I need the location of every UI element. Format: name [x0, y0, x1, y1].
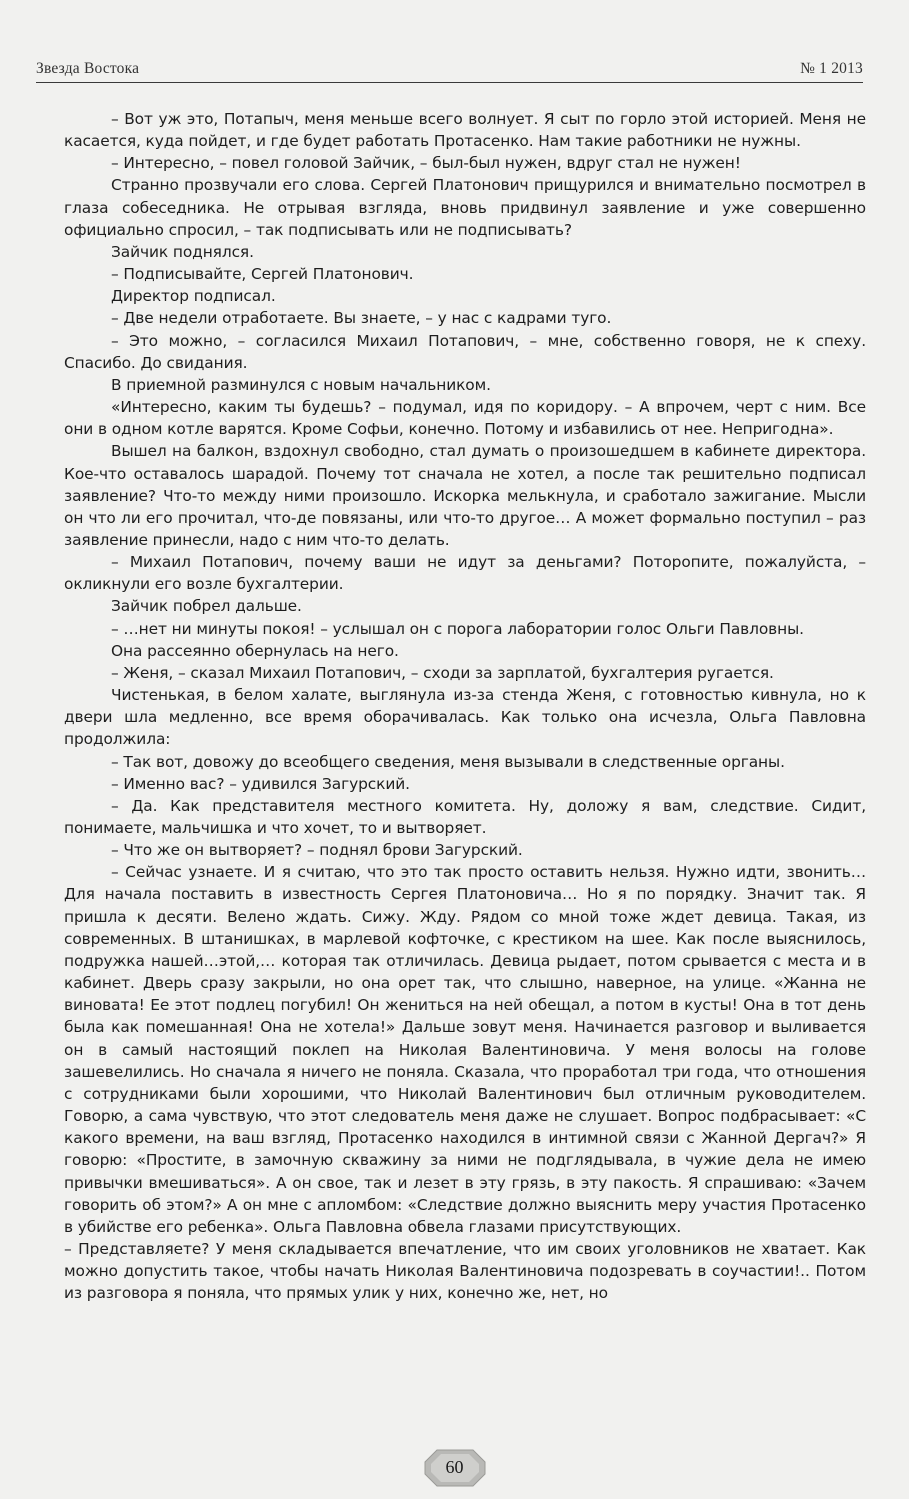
- paragraph: – Сейчас узнаете. И я считаю, что это так просто оставить нельзя. Нужно идти, звонить… Для начала поставить в известность Сергея Платоновича… Но я по порядку. Значит так. Я пришла к десяти. Велено ждать. Сижу. Жду. Рядом со мной тоже ждет девица. Такая, из современных. В штанишках, в марлевой кофточке, с крестиком на шее. Как после выяснилось, подружка нашей…этой,… которая так отличилась. Девица рыдает, потом срывается с места и в кабинет. Дверь сразу закрыли, но она орет так, что слышно, наверное, на улице. «Жанна не виновата! Ее этот подлец погубил! Он жениться на ней обещал, а потом в кусты! Она в тот день была как помешанная! Она не хотела!» Дальше зовут меня. Начинается разговор и выливается он в самый настоящий поклеп на Николая Валентиновича. У меня волосы на голове зашевелились. Но сначала я ничего не поняла. Сказала, что проработал три года, что отношения с сотрудниками были хорошими, что Николай Валентинович был отличным руководителем. Говорю, а сама чувствую, что этот следователь меня даже не слушает. Вопрос подбрасывает: «С какого времени, на ваш взгляд, Протасенко находился в интимной связи с Жанной Дергач?» Я говорю: «Простите, в замочную скважину за ними не подглядывала, в чужие дела не имею привычки вмешиваться». А он свое, так и лезет в эту грязь, в эту пакость. Я спрашиваю: «Зачем говорить об этом?» А он мне с апломбом: «Следствие должно выяснить меру участия Протасенко в убийстве его ребенка». Ольга Павловна обвела глазами присутствующих.: [64, 863, 866, 1236]
- page-number: 60: [445, 1457, 464, 1477]
- paragraph: – Михаил Потапович, почему ваши не идут за деньгами? Поторопите, пожалуйста, – окликнули его возле бухгалтерии.: [64, 553, 866, 594]
- paragraph: – Именно вас? – удивился Загурский.: [111, 774, 410, 793]
- paragraph: – Женя, – сказал Михаил Потапович, – сходи за зарплатой, бухгалтерия ругается.: [111, 663, 774, 682]
- paragraph: Чистенькая, в белом халате, выглянула из-за стенда Женя, с готовностью кивнула, но к двери шла медленно, все время оборачивалась. Как только она исчезла, Ольга Павловна продолжила:: [64, 686, 866, 749]
- issue-number: № 1 2013: [800, 60, 863, 77]
- paragraph: – Это можно, – согласился Михаил Потапович, – мне, собственно говоря, не к спеху. Спасибо. До свидания.: [64, 331, 866, 372]
- journal-title: Звезда Востока: [36, 60, 140, 77]
- page-number-badge: [423, 1448, 487, 1488]
- page-text: [64, 108, 866, 1440]
- paragraph: – Подписывайте, Сергей Платонович.: [111, 265, 414, 284]
- paragraph: – Так вот, довожу до всеобщего сведения, меня вызывали в следственные органы.: [111, 752, 785, 771]
- paragraph: – Две недели отработаете. Вы знаете, – у нас с кадрами туго.: [111, 309, 612, 328]
- paragraph: В приемной разминулся с новым начальником.: [111, 375, 491, 394]
- running-header: [36, 56, 863, 83]
- paragraph: Странно прозвучали его слова. Сергей Платонович прищурился и внимательно посмотрел в глаза собеседника. Не отрывая взгляда, вновь придвинул заявление и уже совершенно официально спросил, – так подписывать или не подписывать?: [64, 176, 866, 239]
- paragraph: Директор подписал.: [111, 287, 276, 306]
- paragraph: – Интересно, – повел головой Зайчик, – был-был нужен, вдруг стал не нужен!: [111, 154, 741, 173]
- paragraph: Вышел на балкон, вздохнул свободно, стал думать о произошедшем в кабинете директора. Кое-что оставалось шарадой. Почему тот сначала не хотел, а после так решительно подписал заявление? Что-то между ними произошло. Искорка мелькнула, и сработало зажигание. Мысли он что ли его прочитал, что-де повязаны, или что-то другое… А может формально поступил – раз заявление принесли, надо с ним что-то делать.: [64, 442, 866, 549]
- paragraph: «Интересно, каким ты будешь? – подумал, идя по коридору. – А впрочем, черт с ним. Все они в одном котле варятся. Кроме Софьи, конечно. Потому и избавились от нее. Непригодна».: [64, 398, 866, 439]
- paragraph: – Представляете? У меня складывается впечатление, что им своих уголовников не хватает. Как можно допустить такое, чтобы начать Николая Валентиновича подозревать в соучастии!.. Потом из разговора я поняла, что прямых улик у них, конечно же, нет, но: [64, 1239, 866, 1303]
- paragraph: – …нет ни минуты покоя! – услышал он с порога лаборатории голос Ольги Павловны.: [111, 619, 804, 638]
- page-footer: [0, 1448, 909, 1488]
- paragraph: Она рассеянно обернулась на него.: [111, 641, 399, 660]
- paragraph: – Да. Как представителя местного комитета. Ну, доложу я вам, следствие. Сидит, понимаете, мальчишка и что хочет, то и вытворяет.: [64, 796, 866, 837]
- paragraph: – Что же он вытворяет? – поднял брови Загурский.: [111, 841, 523, 860]
- paragraph: Зайчик побрел дальше.: [111, 597, 302, 616]
- paragraph: – Вот уж это, Потапыч, меня меньше всего волнует. Я сыт по горло этой историей. Меня не касается, куда пойдет, и где будет работать Протасенко. Нам такие работники не нужны.: [64, 110, 866, 151]
- paragraph: Зайчик поднялся.: [111, 242, 254, 261]
